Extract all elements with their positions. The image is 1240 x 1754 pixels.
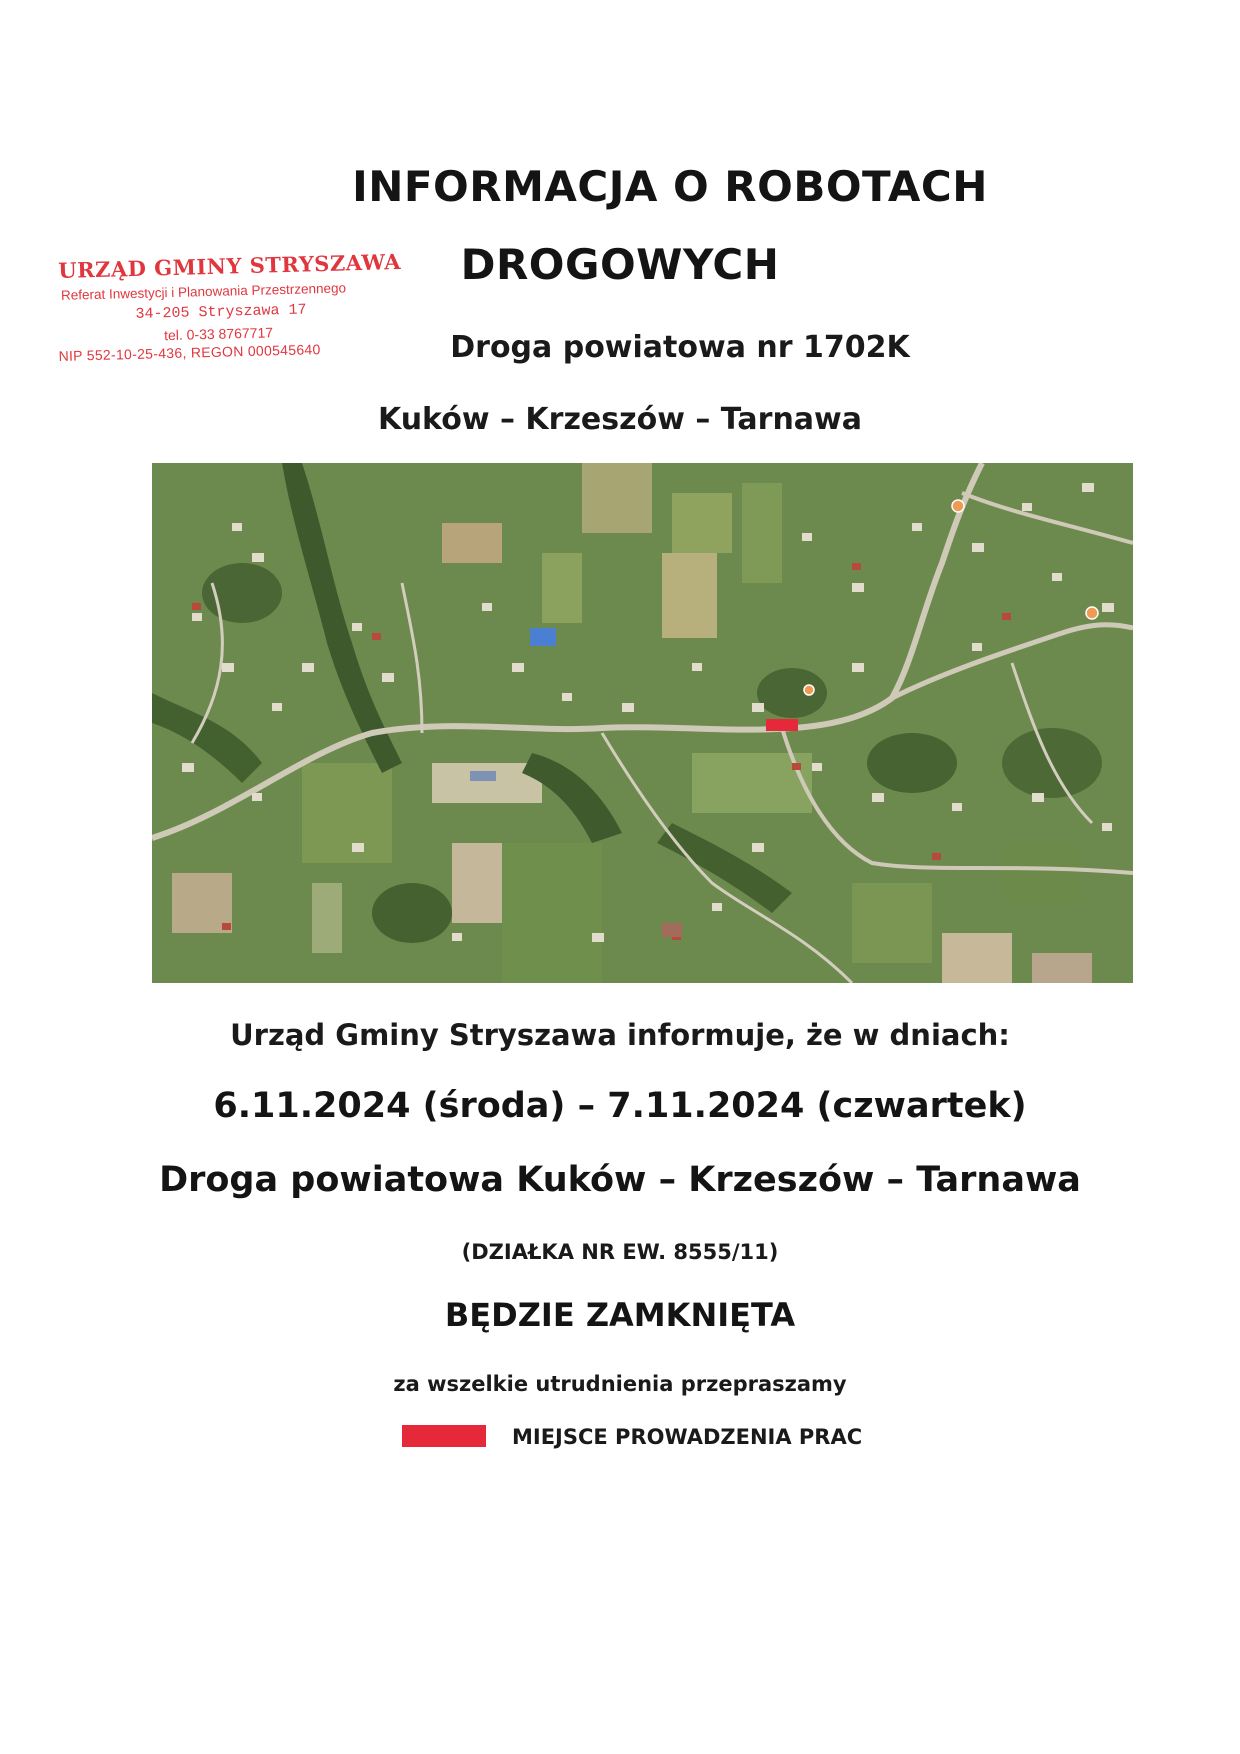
notice-plot: (DZIAŁKA NR EW. 8555/11) <box>461 1240 779 1264</box>
page-title-line2: DROGOWYCH <box>460 240 780 289</box>
notice-info: Urząd Gminy Stryszawa informuje, że w dniach: <box>230 1018 1010 1052</box>
notice-closed: BĘDZIE ZAMKNIĘTA <box>444 1296 796 1334</box>
stamp-department: Referat Inwestycji i Planowania Przestrzennego <box>60 280 347 303</box>
route-name: Kuków – Krzeszów – Tarnawa <box>377 402 862 437</box>
stamp-name: URZĄD GMINY STRYSZAWA <box>57 248 402 283</box>
aerial-map-image <box>152 463 1133 983</box>
aerial-map <box>152 463 1133 983</box>
page-title-line1: INFORMACJA O ROBOTACH <box>352 162 988 211</box>
legend-swatch <box>402 1425 486 1447</box>
notice-apology: za wszelkie utrudnienia przepraszamy <box>393 1372 847 1396</box>
notice-road: Droga powiatowa Kuków – Krzeszów – Tarnawa <box>159 1160 1081 1200</box>
stamp-ids: NIP 552-10-25-436, REGON 000545640 <box>58 341 321 364</box>
legend-label: MIEJSCE PROWADZENIA PRAC <box>512 1425 863 1449</box>
road-number: Droga powiatowa nr 1702K <box>450 330 910 365</box>
notice-dates: 6.11.2024 (środa) – 7.11.2024 (czwartek) <box>213 1086 1027 1126</box>
stamp-phone: tel. 0-33 8767717 <box>163 324 274 344</box>
stamp-address: 34-205 Stryszawa 17 <box>135 301 307 323</box>
